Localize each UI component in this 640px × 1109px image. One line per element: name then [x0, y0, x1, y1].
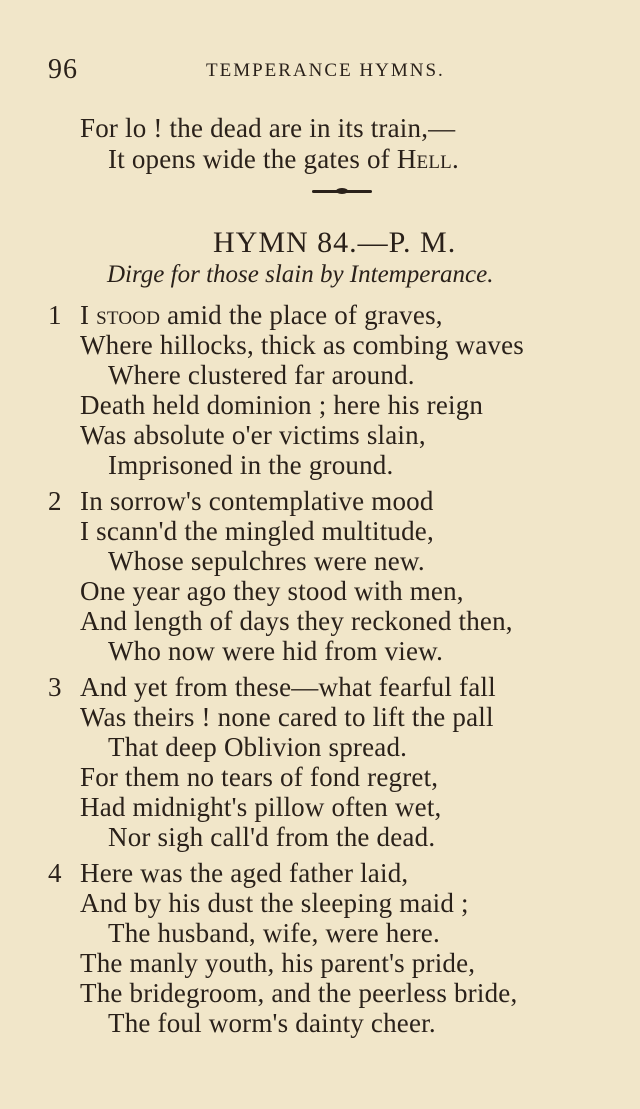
verse-line: For them no tears of fond regret,: [80, 762, 439, 792]
verse-line: [80, 300, 443, 331]
verse-line: For lo ! the dead are in its train,—: [80, 113, 456, 143]
section-divider: [312, 190, 372, 193]
verse-line: Imprisoned in the ground.: [108, 450, 394, 480]
page-header: [0, 54, 640, 88]
page-number: 96: [48, 54, 78, 85]
stanza-number: 4: [48, 858, 62, 888]
verse-line: The manly youth, his parent's pride,: [80, 948, 476, 978]
verse-line: Was absolute o'er victims slain,: [80, 420, 426, 450]
verse-line: And by his dust the sleeping maid ;: [80, 888, 469, 918]
verse-line: Where hillocks, thick as combing waves: [80, 330, 524, 360]
stanza-number: 1: [48, 300, 62, 330]
verse-line: I scann'd the mingled multitude,: [80, 516, 434, 546]
verse-line: And yet from these—what fearful fall: [80, 672, 496, 702]
hymn-subtitle: Dirge for those slain by Intemperance.: [107, 261, 494, 288]
verse-line-text: amid the place of graves,: [160, 300, 443, 330]
verse-line: Nor sigh call'd from the dead.: [108, 822, 436, 852]
verse-line: Whose sepulchres were new.: [108, 546, 425, 576]
running-head: TEMPERANCE HYMNS.: [206, 60, 445, 81]
verse-line: Death held dominion ; here his reign: [80, 390, 484, 420]
verse-line: That deep Oblivion spread.: [108, 732, 408, 762]
hell-word: Hell.: [396, 144, 459, 174]
verse-line: Was theirs ! none cared to lift the pall: [80, 702, 494, 732]
verse-line: Where clustered far around.: [108, 360, 415, 390]
verse-line: The foul worm's dainty cheer.: [108, 1008, 436, 1038]
verse-line-text: It opens wide the gates of: [108, 144, 390, 174]
verse-line: The husband, wife, were here.: [108, 918, 440, 948]
stanza-number: 3: [48, 672, 62, 702]
stanza-first-word: I stood: [80, 300, 161, 330]
verse-line: [108, 144, 459, 175]
hymn-title: HYMN 84.—P. M.: [213, 226, 457, 259]
verse-line: In sorrow's contemplative mood: [80, 486, 434, 516]
verse-line: And length of days they reckoned then,: [80, 606, 513, 636]
verse-line: The bridegroom, and the peerless bride,: [80, 978, 518, 1008]
stanza-number: 2: [48, 486, 62, 516]
verse-line: Who now were hid from view.: [108, 636, 444, 666]
verse-line: Here was the aged father laid,: [80, 858, 409, 888]
verse-line: Had midnight's pillow often wet,: [80, 792, 442, 822]
verse-line: One year ago they stood with men,: [80, 576, 464, 606]
